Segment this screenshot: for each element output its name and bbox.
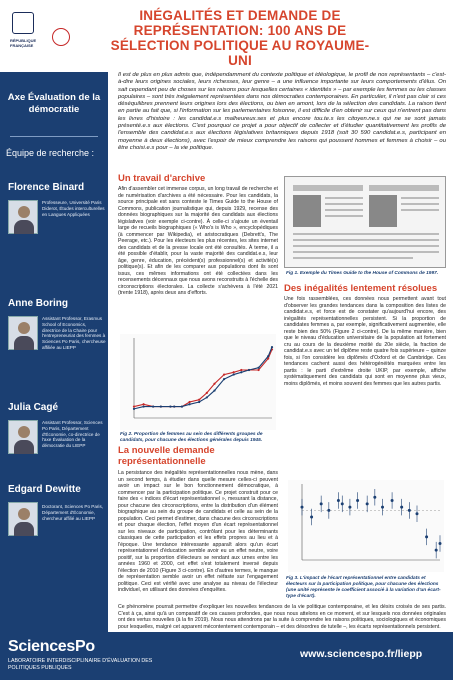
data-point (152, 405, 154, 407)
data-point (206, 396, 208, 398)
website-link[interactable]: www.sciencespo.fr/liepp (300, 648, 423, 660)
data-point (391, 499, 394, 502)
poster-title: INÉGALITÉS ET DEMANDE DE REPRÉSENTATION: 100 ANS DE SÉLECTION POLITIQUE AU ROYAUME-UNI (110, 8, 370, 68)
data-point (206, 392, 208, 394)
data-point (181, 405, 183, 407)
member-photo (8, 200, 38, 234)
liepp-label: LABORATOIRE INTERDISCIPLINAIRE D'ÉVALUATION DES POLITIQUES PUBLIQUES (8, 658, 153, 671)
data-point (257, 369, 259, 371)
team-heading: Équipe de recherche : (6, 148, 95, 158)
member-photo (8, 502, 38, 536)
data-point (366, 502, 369, 505)
data-point (248, 369, 250, 371)
data-point (213, 383, 215, 385)
fig3-caption: Fig 3. L'impact de l'écart représentationnel entre candidats et électeurs sur la participation politique, pour chacune des élections (une unité représente le coefficient associé à la variation d'un écart-type d'écart). (286, 576, 441, 599)
data-point (337, 499, 340, 502)
republique-francaise-logo (8, 8, 78, 60)
data-point (240, 369, 242, 371)
data-point (188, 401, 190, 403)
footer (0, 632, 453, 680)
data-point (320, 502, 323, 505)
data-point (160, 405, 162, 407)
member-desc: Doctorant, Sciences Po Paris, Département d'Économie, chercheur affilié au LIEPP (42, 504, 104, 521)
data-point (223, 378, 225, 380)
data-point (435, 549, 438, 552)
closing-paragraph: Ce phénomène pourrait permettre d'expliquer les nouvelles tendances de la vie politique contemporaine, et les désirs croisés de ses partis. C'est à ça, ainsi qu'à un comparatif de ces causes profondes, que nous nous attelons en ce moment, et sur lesquels nos données originales ont des vertus nouvelles (à la fin 2019). Nous nous attendrons par la suite à comprendre les raisons politiques, sociologiques et économiques pour lesquelles, malgré cet apparent mécontentement contemporain – et des désordres de tutelle –, les écarts représentationnels persistent. (118, 604, 446, 630)
chart-background (288, 480, 444, 572)
member-desc: Professeure, Université Paris Diderot, Études interculturelles en Langues Appliquées (42, 200, 105, 217)
member-photo (8, 420, 38, 454)
member-name: Julia Cagé (8, 402, 59, 413)
logo-text: RÉPUBLIQUE FRANÇAISE (10, 38, 37, 48)
fig3-chart (288, 480, 444, 572)
fig2-chart (120, 334, 276, 430)
data-point (188, 403, 190, 405)
data-point (408, 509, 411, 512)
sidebar (0, 72, 108, 632)
data-point (233, 371, 235, 373)
marianne-icon (12, 12, 34, 34)
fig1-caption: Fig 1. Exemple du Times Guide to the House of Commons de 1997. (286, 271, 439, 276)
fig2-caption: Fig 2. Proportion de femmes au sein des différents groupes de candidats, pour chacune des élections générales depuis 1945. (120, 432, 263, 443)
data-point (416, 512, 419, 515)
data-point (439, 542, 442, 545)
data-point (133, 405, 135, 407)
sidebar-axe-title: Axe Évaluation de la démocratie (7, 92, 101, 115)
data-point (271, 346, 273, 348)
member-desc: Assistant Professor, Sciences Po Paris, Département d'Économie, co-directrice de l'axe Évaluation de la démocratie du LIEPP (42, 420, 103, 449)
section-heading: La nouvelle demande représentationnelle (118, 445, 215, 467)
sciencespo-logo: SciencesPo (8, 638, 95, 655)
data-point (310, 516, 313, 519)
intro-paragraph: Il est de plus en plus admis que, indépendamment du contexte politique et idéologique, le profil de nos représentants – c'est-à-dire leurs origines sociales, leurs richesses, leur genre – a une influence importante sur leurs comportements d'élus. On sait cependant peu de choses sur les raisons pour lesquelles certaines « identités » – par exemple les femmes ou les classes populaires – sont très inégalement représentées dans nos démocraties contemporaines. En particulier, il n'est pas clair si ces déséquilibres prennent leurs origines lors des élections, ou bien en amont, lors de la sélection des candidats. La raison tient en partie au fait que, si l'information sur les parlementaires foisonne, il est difficile d'en obtenir sur ceux qui n'entrent pas dans les livres d'histoire : les candidat.e.s malheureux.ses et plus encore tou.te.s les citoyen.ne.s qui ne se sont jamais présenté.e.s aux élections. C'est pourquoi ce projet a pour objectif de collecter et d'étudier quantitativement les profils de l'ensemble des candidat.e.s aux élections législatives britanniques depuis 1918 (soit 30 590 candidat.e.s, participant en moyenne à deux élections), avec l'espoir de mieux comprendre les raisons qui poussent hommes et femmes à choisir – ou être choisi.e.s pour – la vie politique. (118, 72, 446, 151)
data-point (198, 399, 200, 401)
data-point (223, 373, 225, 375)
member-name: Edgard Dewitte (8, 484, 81, 495)
data-point (257, 367, 259, 369)
data-point (425, 535, 428, 538)
data-point (213, 389, 215, 391)
data-point (400, 506, 403, 509)
data-point (142, 403, 144, 405)
data-point (348, 506, 351, 509)
section-text: Une fois rassemblées, ces données nous permettent avant tout d'observer les grandes tendances dans la composition des listes de candidat.e.s, et force est de constater qu'aujourd'hui encore, des inégalités représentationnelles persistent. Si la proportion de candidates femmes a, par exemple, significativement augmentée, elle reste bien des 50% (Figure 2 ci-contre). De la même manière, bien que le niveau d'éducation universitaire de la population ait fortement cru au cours de la deuxième moitié du 20e siècle, la fraction de candidat.e.s avec un tel diplôme reste quatre fois supérieure – quinze fois, si l'on considère les diplômés d'Oxford et de Cambridge. Ces tendances cachent aussi des hétérogénéités marquées entre les partis : le parti d'extrême droite UKIP, par exemple, affiche systématiquement des candidats qui sont en moyenne plus vieux, moins diplômés, et moins souvent des femmes que les autres partis. (284, 296, 446, 387)
member-name: Florence Binard (8, 182, 85, 193)
data-point (301, 506, 304, 509)
data-point (356, 499, 359, 502)
data-point (169, 405, 171, 407)
data-point (142, 405, 144, 407)
member-desc: Assistant Professor, Erasmus School of Economics, directrice de la Chaire pour l'entrepreneuriat des femmes à Sciences Po Paris, chercheuse affiliée au LIEPP (42, 316, 106, 350)
data-point (173, 405, 175, 407)
section-text: La persistance des inégalités représentationnelles nous mène, dans un second temps, à étudier dans quelle mesure celles-ci peuvent avoir un impact sur le bon fonctionnement démocratique, à commencer par la participation politique. Ce projet construit pour ce faire des « indices d'écart représentationnel », mesurant la distance, pour chacune des circonscriptions, entre la distribution d'un élément biographique au sein du groupe de candidats et celle au sein de la population. Ceci permet d'estimer, dans chacune des circonscriptions et pour chaque élection, l'effet moyen d'un écart représentationnel sur les niveaux de participation, contrôlant pour les déterminants classiques de cette participation et les effets propres au lieu et à l'époque. Une tendance intéressante apparaît alors qu'un écart représentationnel d'éducation semble avoir eu un effet neutre, voire positif, sur la proportion d'électeurs se rendant aux urnes entre les années 1960 et 2000, cet effet s'est totalement inversé depuis l'élection de 2010 (Figure 3 ci-contre). En d'autres termes, le manque de représentation semble avoir un effet néfaste sur l'engagement politique. Ceci est vérifié avec une analyse au niveau de l'électeur individuel, en utilisant des données d'enquêtes. (118, 470, 278, 593)
data-point (233, 373, 235, 375)
section-heading: Des inégalités lentement résolues (284, 283, 438, 294)
data-point (267, 355, 269, 357)
member-name: Anne Boring (8, 298, 68, 309)
institution-badge-icon (52, 28, 70, 46)
divider (10, 136, 98, 137)
data-point (327, 509, 330, 512)
data-point (341, 502, 344, 505)
data-point (381, 506, 384, 509)
chart-background (120, 334, 276, 430)
member-photo (8, 316, 38, 350)
data-point (133, 408, 135, 410)
data-point (198, 401, 200, 403)
section-text: Afin d'assembler cet immense corpus, un long travail de recherche et de numérisation d'archives a été nécessaire. Pour les candidats, la source principale est sans conteste le Times Guide to the House of Commons, publication journalistique qui, depuis 1929, recense des données biographiques sur la majorité des candidats aux élections législatives (voir exemple ci-contre). À celle-ci s'ajoute un éventail large de recueils biographiques (« Who's is Who », encyclopédiques (à commencer par Wikipedia), et aristocratiques (Debrett's, The Peerage, etc.). Pour les électeurs les plus récentes, les sites internet des candidats et de la presse locale ont été consultés. À terme, il a été possible d'établir, pour la vaste majorité des candidat.e.s, leur âge, genre, éducation, précédent(s) professionnel(s) et activité(s) politique(s). Et afin de les comparer aux populations dont ils sont issus, ces mêmes informations ont été collectées dans les recensements décennaux que nous avons reconstruits à l'échelle des circonscriptions électorales. La collecte s'achèvera à l'été 2021 (trente 1918), après deux ans d'efforts. (118, 186, 278, 296)
data-point (240, 371, 242, 373)
times-guide-scan (284, 176, 446, 268)
section-heading: Un travail d'archive (118, 173, 206, 184)
data-point (373, 496, 376, 499)
